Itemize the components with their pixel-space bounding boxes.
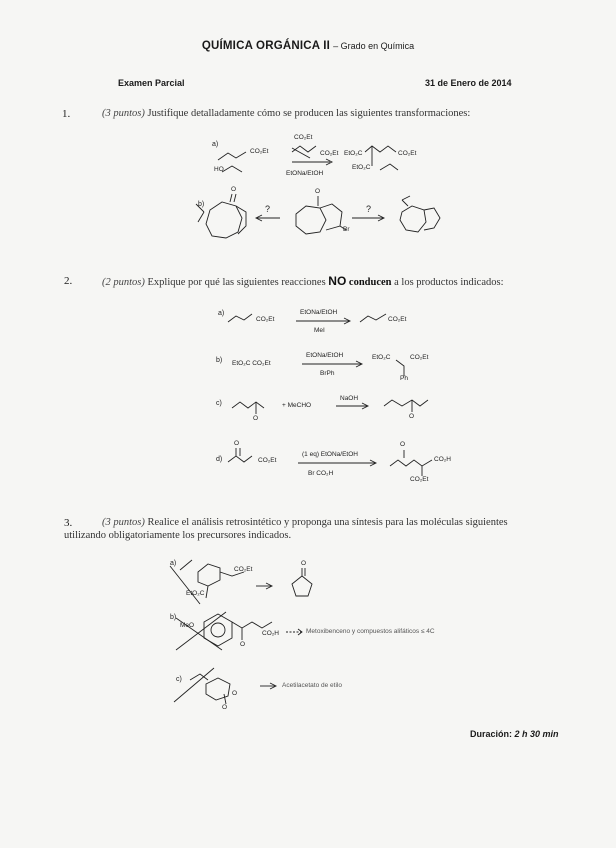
q2-text-post: a los productos indicados:: [394, 277, 504, 288]
duration-label: Duración:: [470, 729, 513, 739]
q3-text-line2: utilizando obligatoriamente los precursores indicados.: [64, 530, 292, 541]
q1a-prod-left: EtO₂C: [344, 150, 363, 157]
q2c-label: c): [216, 400, 222, 407]
q2-text-conducen: conducen: [348, 277, 392, 288]
q3b-meo: MeO: [180, 622, 195, 629]
q1a-reactant: CO₂Et: [250, 148, 269, 155]
q1b-question-2: ?: [366, 204, 372, 214]
q1b-bromo: Br: [343, 226, 350, 233]
q2a-conditions-bottom: MeI: [314, 327, 325, 334]
q2d-reactant: CO₂Et: [258, 457, 277, 464]
q1a-prod-right: CO₂Et: [398, 150, 417, 157]
q3b-oxo: O: [240, 641, 246, 648]
q3c-carbonyl-oxo: O: [222, 704, 228, 711]
q2d-prod-oxo: O: [400, 441, 406, 448]
q2d-label: d): [216, 456, 223, 463]
q3-points: (3 puntos): [102, 517, 145, 528]
q2d-conditions-top: (1 eq) EtONa/EtOH: [302, 451, 358, 458]
q2b-scheme: [302, 360, 404, 376]
q1b-oxo-2: O: [315, 188, 321, 195]
q3a-prod-oxo: O: [301, 560, 307, 567]
q3b-precursor: Metoxibenceno y compuestos alifáticos ≤ 4C: [306, 628, 435, 635]
q1-points: (3 puntos): [102, 108, 145, 119]
q2-number: 2.: [64, 275, 73, 287]
q1a-label: a): [212, 141, 219, 148]
q1a-scheme: [218, 146, 398, 172]
degree-name: – Grado en Química: [333, 41, 415, 51]
q2-text-no: NO: [328, 274, 347, 288]
q2-points: (2 puntos): [102, 277, 145, 288]
q2b-label: b): [216, 357, 223, 364]
q2a-conditions-top: EtONa/EtOH: [300, 309, 338, 316]
q2c-prod-oxo: O: [409, 413, 415, 420]
q2c-conditions: NaOH: [340, 395, 359, 402]
q2c-oxo: O: [253, 415, 259, 422]
q2b-prod-right: CO₂Et: [410, 354, 429, 361]
q1a-conditions: EtONa/EtOH: [286, 170, 324, 177]
exam-type: Examen Parcial: [118, 78, 185, 88]
q3b-label: b): [170, 614, 177, 621]
q1a-ho: HO: [214, 166, 224, 173]
q2c-scheme: [232, 400, 428, 414]
q3a-sub: EtO₂C: [186, 590, 205, 597]
q1a-sub: CO₂Et: [320, 150, 339, 157]
q3c-scheme: [174, 668, 276, 704]
q2b-reactant: EtO₂C CO₂Et: [232, 360, 271, 367]
q3c-ring-oxo: O: [232, 690, 238, 697]
q1b-scheme: [196, 194, 440, 238]
exam-date: 31 de Enero de 2014: [425, 78, 512, 88]
q2a-label: a): [218, 310, 225, 317]
q1b-label: b): [198, 201, 205, 208]
q3b-co2h: CO₂H: [262, 630, 279, 637]
q3a-label: a): [170, 560, 177, 567]
q1b-question-1: ?: [265, 204, 271, 214]
duration-value: 2 h 30 min: [514, 729, 559, 739]
q2c-plus-reagent: + MeCHO: [282, 402, 312, 409]
q2b-prod-left: EtO₂C: [372, 354, 391, 361]
q2b-conditions-bottom: BrPh: [320, 370, 335, 377]
q3c-label: c): [176, 676, 182, 683]
q1a-prod-bottom: EtO₂C: [352, 164, 371, 171]
q2-text-pre: Explique por qué las siguientes reacciones: [147, 277, 326, 288]
q3a-reactant: CO₂Et: [234, 566, 253, 573]
q1-text: Justifique detalladamente cómo se producen las siguientes transformaciones:: [147, 108, 471, 119]
q2d-prod-bottom: CO₂Et: [410, 476, 429, 483]
q2d-oxo: O: [234, 440, 240, 447]
q1-number: 1.: [62, 108, 71, 120]
course-name: QUÍMICA ORGÁNICA II: [201, 40, 331, 52]
q2d-conditions-bottom: Br CO₂H: [308, 470, 334, 477]
q3b-scheme: [176, 612, 302, 650]
q2d-prod-right: CO₂H: [434, 456, 451, 463]
exam-duration: [470, 729, 559, 739]
q2b-prod-ph: Ph: [400, 375, 408, 382]
q2b-conditions-top: EtONa/EtOH: [306, 352, 344, 359]
q1b-oxo-1: O: [231, 186, 237, 193]
q3-number: 3.: [64, 517, 73, 529]
q2a-reactant: CO₂Et: [256, 316, 275, 323]
q2a-product: CO₂Et: [388, 316, 407, 323]
q1a-reagent: CO₂Et: [294, 134, 313, 141]
q3c-precursor: Acetilacetato de etilo: [282, 682, 342, 689]
q3-text-line1: Realice el análisis retrosintético y proponga una síntesis para las moléculas siguientes: [147, 517, 508, 528]
